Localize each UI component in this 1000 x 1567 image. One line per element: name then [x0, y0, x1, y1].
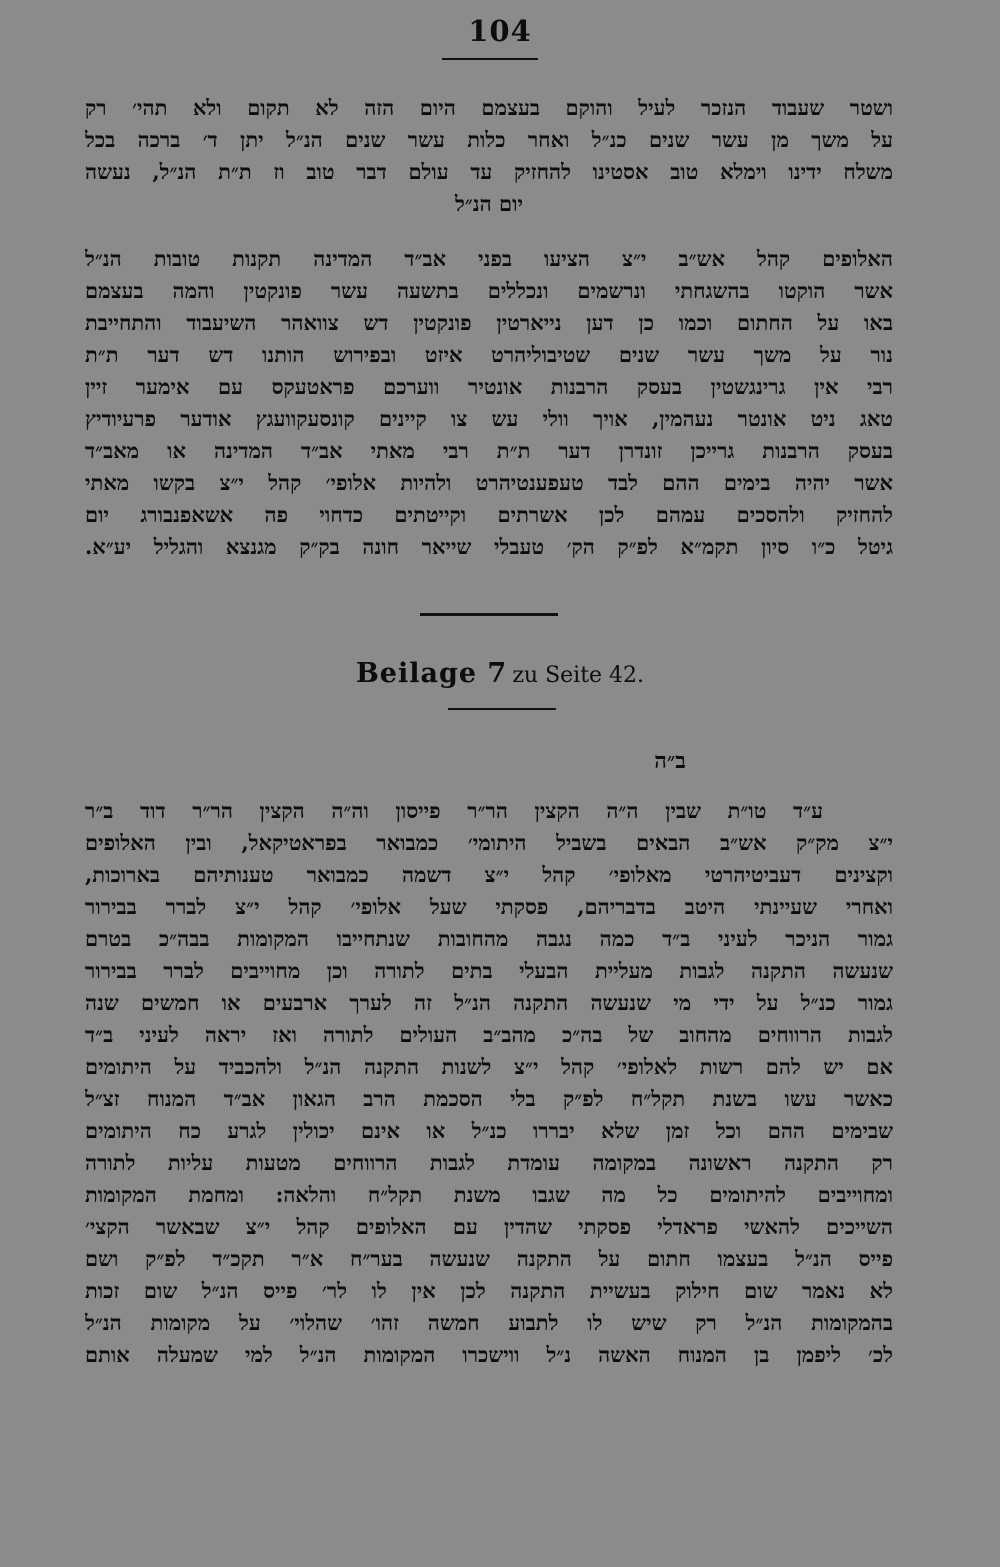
- text-line-centered: יום הנ״ל: [454, 191, 523, 216]
- text-line: בהמקומות הנ״ל רק שיש לו לתבוע חמשה זהו׳ שהלוי׳ על מקומות הנ״ל: [85, 1310, 893, 1335]
- text-line: שבימים ההם וכל זמן שלא יבררו כנ״ל או אינם יכולין לגרע כח היתומים: [85, 1118, 893, 1143]
- text-line: אשר הוקטו בהשגחתי ונרשמים ונכללים בתשעה עשר פונקטין והמה בעצמם: [85, 278, 893, 303]
- text-line: ע״ד טו״ת שבין ה״ה הקצין הר״ר פייסון וה״ה הקצין הר״ר דוד ב״ר: [85, 798, 823, 823]
- text-line: ושטר שעבוד הנזכר לעיל והוקם בעצמם היום הזה לא תקום ולא תהי׳ רק: [85, 95, 893, 120]
- text-line: כאשר עשו בשנת תקל״ח לפ״ק בלי הסכמת הרב הגאון אב״ד המנוח זצ״ל: [85, 1086, 893, 1111]
- text-line: לא נאמר שום חילוק בעשיית התקנה לכן אין לו לר׳ פייס הנ״ל שום זכות: [85, 1278, 893, 1303]
- text-line: לגבות הרווחים מהחוב של בה״כ מהב״ב העולים לתורה ואז יראה לעיני ב״ד: [85, 1022, 893, 1047]
- paragraph-2: [85, 243, 893, 563]
- text-line: גמור כנ״ל על ידי מי שנעשה התקנה הנ״ל זה לערך ארבעים או חמשים שנה: [85, 990, 893, 1015]
- heading-underline: [448, 708, 556, 710]
- section-divider: [420, 613, 558, 616]
- text-line: שנעשה התקנה לגבות מעליית הבעלי בתים לתורה וכן מחוייבים לברר בבירור: [85, 958, 893, 983]
- page-number-underline: [442, 58, 538, 60]
- text-line: וקצינים דעביטיהרטי מאלופי׳ קהל י״צ דשמה כמבואר טענותיהם בארוכות,: [85, 862, 893, 887]
- page-number: 104: [468, 14, 532, 48]
- text-line: להחזיק ולהסכים עמהם לכן אשרתים וקייטתים כדחוי פה אשאפנבורג יום: [85, 502, 893, 527]
- text-line: ואחרי שעיינתי היטב בדבריהם, פסקתי שעל אלופי׳ קהל י״צ לברר בבירור: [85, 894, 893, 919]
- text-line: רק התקנה ראשונה במקומה עומדת לגבות הרווחים מטעות עליות לתורה: [85, 1150, 893, 1175]
- text-line: לכ׳ ליפמן בן המנוח האשה נ״ל ווישכרו המקומות הנ״ל למי שמעלה אותם: [85, 1342, 893, 1367]
- text-line: טאג ניט אונטר נעהמין, אויך וולי עש צו קיינים קונסעקוועגץ אודער פרעיודיץ: [85, 406, 893, 431]
- text-line: נור על משך עשר שנים שטיבוליהרט איזט ובפירוש הותנו דש דער ת״ת: [85, 342, 893, 367]
- heading-bold: Beilage 7: [355, 658, 508, 689]
- paragraph-1: [85, 92, 893, 220]
- text-line: פייס הנ״ל בעצמו חתום על התקנה שנעשה בער״ח א״ר תקכ״ד לפ״ק ושם: [85, 1246, 893, 1271]
- text-line: באו על החתום וכמו כן דען נייארטין פונקטין דש צוואהר השיעבוד והתחייבת: [85, 310, 893, 335]
- heading-regular: zu Seite 42.: [512, 663, 645, 688]
- text-line: השייכים להאשי פראדלי פסקתי שהדין עם האלופים קהל י״צ שבאשר הקצי׳: [85, 1214, 893, 1239]
- text-line: האלופים קהל אש״ב י״צ הציעו בפני אב״ד המדינה תקנות טובות הנ״ל: [85, 246, 893, 271]
- text-line: רבי אין גרינגשטין בעסק הרבנות אונטיר ווערכם פראטעקס עם אימער זיין: [85, 374, 893, 399]
- text-line: משלח ידינו וימלא טוב אסטינו להחזיק עד עולם דבר טוב וז ת״ת הנ״ל, נעשה: [85, 159, 893, 184]
- text-line: על משך מן עשר שנים כנ״ל ואחר כלות עשר שנים הנ״ל יתן ד׳ ברכה בכל: [85, 127, 893, 152]
- text-line: ומחוייבים להיתומים כל מה שגבו משנת תקל״ח והלאה: ומחמת המקומות: [85, 1182, 893, 1207]
- text-line: גמור הניכר לעיני ב״ד כמה נגבה מהחובות שנתחייבו המקומות בבה״כ בטרם: [85, 926, 893, 951]
- text-line: בעסק הרבנות גרייכן זונדרן דער ת״ת רבי מאתי אב״ד המדינה או מאב״ד: [85, 438, 893, 463]
- bh-header: ב״ה: [654, 748, 686, 774]
- text-line: י״צ מק״ק אש״ב הבאים בשביל היתומי׳ כמבואר בפראטיקאל, ובין האלופים: [85, 830, 893, 855]
- text-line: אם יש להם רשות לאלופי׳ קהל י״צ לשנות התקנה הנ״ל ולהכביד על היתומים: [85, 1054, 893, 1079]
- paragraph-3: [85, 795, 893, 1371]
- text-line: גיטל כ״ו סיון תקמ״א לפ״ק הק׳ טעבלי שייאר חונה בק״ק מגנצא והגליל יע״א.: [85, 534, 893, 559]
- section-heading: [0, 658, 1000, 689]
- text-line: אשר יהיה בימים ההם לבד טעפענטיהרט ולהיות אלופי׳ קהל י״צ בקשו מאתי: [85, 470, 893, 495]
